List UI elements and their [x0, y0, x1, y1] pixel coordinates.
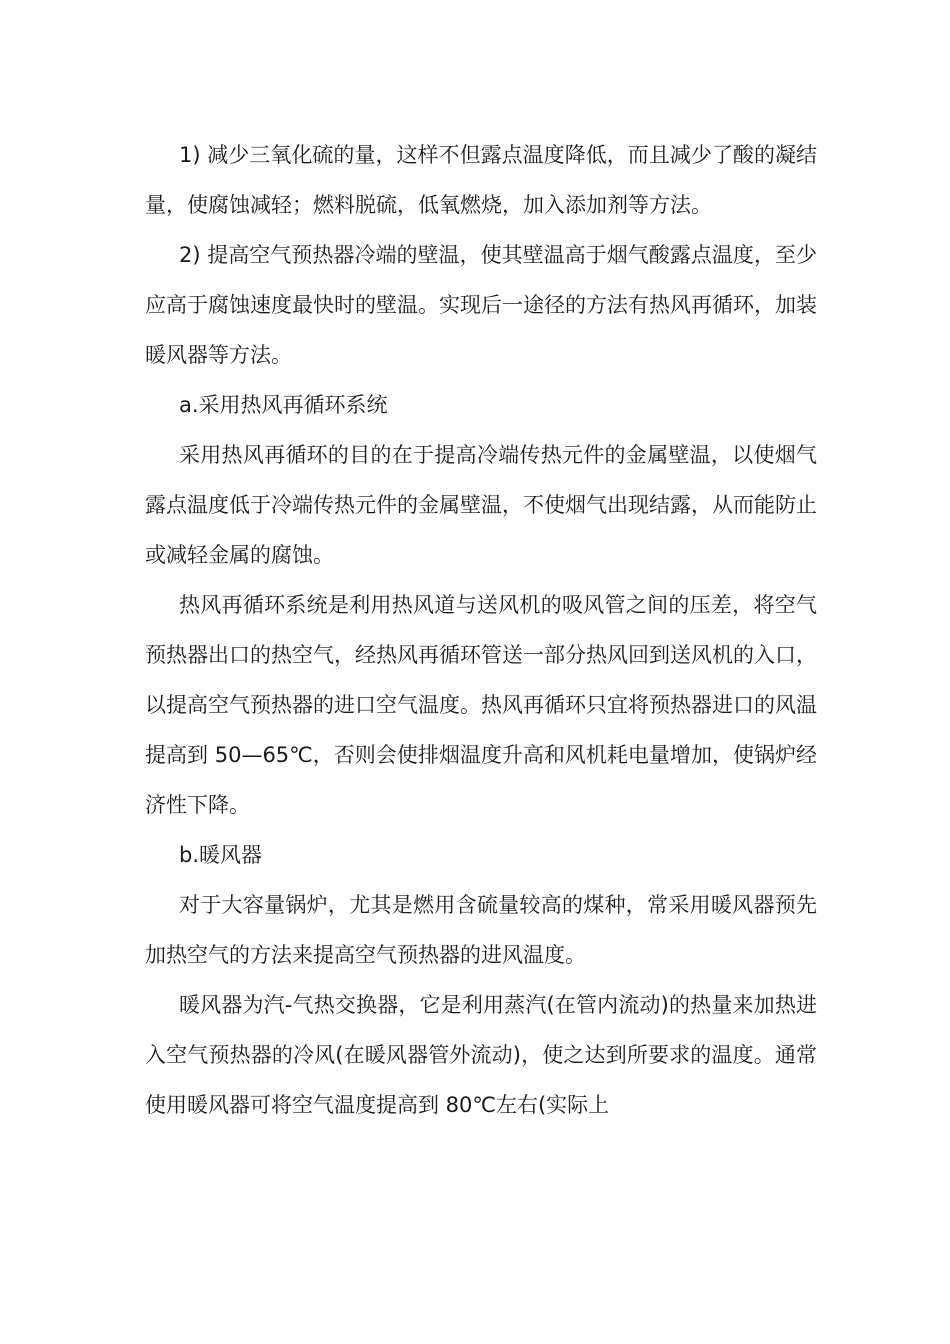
- paragraph-reduce-so3: 1) 减少三氧化硫的量，这样不但露点温度降低，而且减少了酸的凝结量，使腐蚀减轻；燃料脱硫，低氧燃烧，加入添加剂等方法。: [145, 143, 817, 217]
- heading-air-heater: b.暖风器: [179, 843, 263, 867]
- paragraph-air-heater-usage: 对于大容量锅炉，尤其是燃用含硫量较高的煤种，常采用暖风器预先加热空气的方法来提高空气预热器的进风温度。: [145, 893, 817, 967]
- paragraph-raise-wall-temperature: 2) 提高空气预热器冷端的壁温，使其壁温高于烟气酸露点温度，至少应高于腐蚀速度最快时的壁温。实现后一途径的方法有热风再循环，加装暖风器等方法。: [145, 243, 817, 367]
- document-body: [145, 130, 817, 1130]
- paragraph-recirculation-system: 热风再循环系统是利用热风道与送风机的吸风管之间的压差，将空气预热器出口的热空气，经热风再循环管送一部分热风回到送风机的入口，以提高空气预热器的进口空气温度。热风再循环只宜将预热器进口的风温提高到 50—65℃，否则会使排烟温度升高和风机耗电量增加，使锅炉经济性下降。: [145, 593, 817, 817]
- paragraph-air-heater-principle: 暖风器为汽-气热交换器，它是利用蒸汽(在管内流动)的热量来加热进入空气预热器的冷风(在暖风器管外流动)，使之达到所要求的温度。通常使用暖风器可将空气温度提高到 80℃左右(实际上: [145, 993, 817, 1117]
- heading-hot-air-recirculation: a.采用热风再循环系统: [179, 393, 388, 417]
- paragraph-recirculation-purpose: 采用热风再循环的目的在于提高冷端传热元件的金属壁温，以使烟气露点温度低于冷端传热元件的金属壁温，不使烟气出现结露，从而能防止或减轻金属的腐蚀。: [145, 443, 817, 567]
